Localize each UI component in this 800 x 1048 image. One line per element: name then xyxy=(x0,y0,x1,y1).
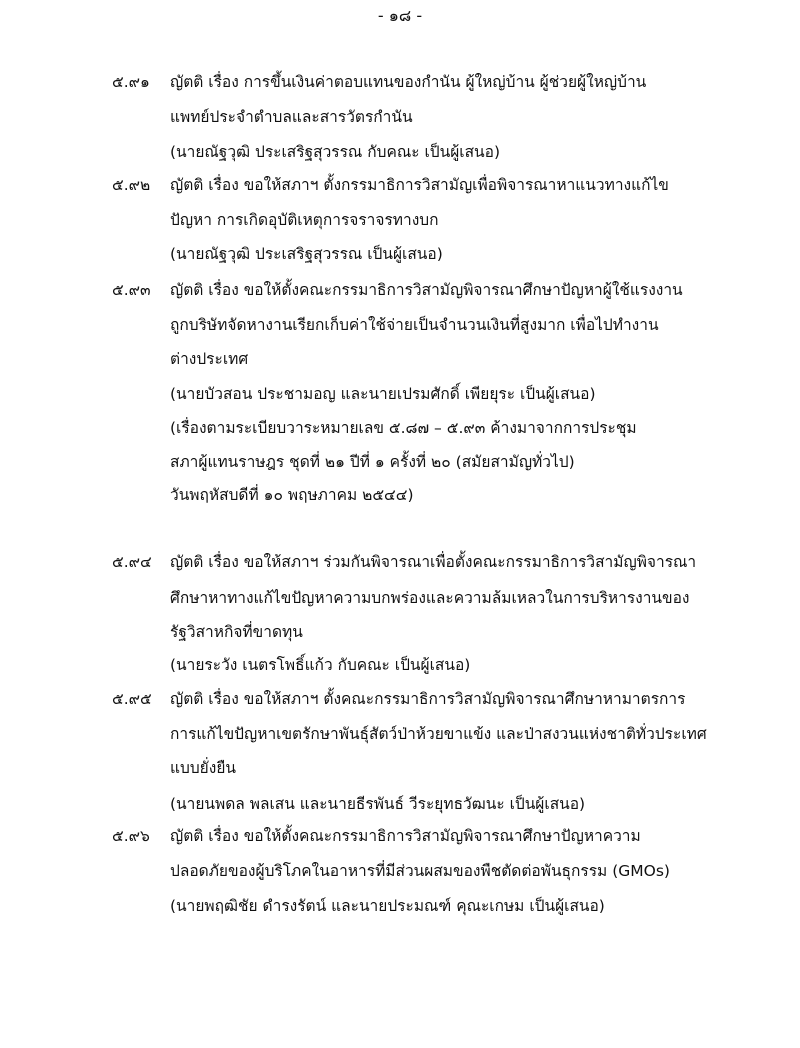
motion-title-line: ต่างประเทศ xyxy=(170,350,249,368)
motion-title-line: ปลอดภัยของผู้บริโภคในอาหารที่มีส่วนผสมของพืชตัดต่อพันธุกรรม (GMOs) xyxy=(170,862,670,880)
motion-title-line: ญัตติ เรื่อง ขอให้สภาฯ ตั้งกรรมาธิการวิสามัญเพื่อพิจารณาหาแนวทางแก้ไข xyxy=(170,176,669,194)
motion-title-line: ปัญหา การเกิดอุบัติเหตุการจราจรทางบก xyxy=(170,211,439,229)
motion-title-line: การแก้ไขปัญหาเขตรักษาพันธุ์สัตว์ป่าห้วยขาแข้ง และป่าสงวนแห่งชาติทั่วประเทศ xyxy=(170,725,707,743)
motion-proposer: (นายบัวสอน ประชามอญ และนายเปรมศักดิ์ เพียยุระ เป็นผู้เสนอ) xyxy=(170,385,596,403)
motion-title-line: ญัตติ เรื่อง ขอให้สภาฯ ร่วมกันพิจารณาเพื่อตั้งคณะกรรมาธิการวิสามัญพิจารณา xyxy=(170,553,697,571)
motion-title-line: ญัตติ เรื่อง ขอให้ตั้งคณะกรรมาธิการวิสามัญพิจารณาศึกษาปัญหาความ xyxy=(170,827,641,845)
motion-number: ๕.๙๖ xyxy=(112,827,150,845)
motion-title-line: แบบยั่งยืน xyxy=(170,759,236,777)
motion-proposer: (นายนพดล พลเสน และนายธีรพันธ์ วีระยุทธวัฒนะ เป็นผู้เสนอ) xyxy=(170,795,586,813)
motion-number: ๕.๙๔ xyxy=(112,553,152,571)
motion-title-line: ถูกบริษัทจัดหางานเรียกเก็บค่าใช้จ่ายเป็นจำนวนเงินที่สูงมาก เพื่อไปทำงาน xyxy=(170,316,659,334)
motion-proposer: (นายพฤฒิชัย ดำรงรัตน์ และนายประมณฑ์ คุณะเกษม เป็นผู้เสนอ) xyxy=(170,897,605,915)
motion-title-line: ญัตติ เรื่อง การขึ้นเงินค่าตอบแทนของกำนัน ผู้ใหญ่บ้าน ผู้ช่วยผู้ใหญ่บ้าน xyxy=(170,73,647,91)
motion-number: ๕.๙๒ xyxy=(112,176,151,194)
motion-note-line: (เรื่องตามระเบียบวาระหมายเลข ๕.๘๗ – ๕.๙๓ ค้างมาจากการประชุม xyxy=(170,419,637,437)
motion-proposer: (นายระวัง เนตรโพธิ์แก้ว กับคณะ เป็นผู้เสนอ) xyxy=(170,656,471,674)
motion-title-line: รัฐวิสาหกิจที่ขาดทุน xyxy=(170,623,303,641)
motion-proposer: (นายณัฐวุฒิ ประเสริฐสุวรรณ กับคณะ เป็นผู้เสนอ) xyxy=(170,143,500,161)
motion-title-line: แพทย์ประจำตำบลและสารวัตรกำนัน xyxy=(170,108,413,126)
motion-title-line: ญัตติ เรื่อง ขอให้สภาฯ ตั้งคณะกรรมาธิการวิสามัญพิจารณาศึกษาหามาตรการ xyxy=(170,690,686,708)
motion-note-line: สภาผู้แทนราษฎร ชุดที่ ๒๑ ปีที่ ๑ ครั้งที่ ๒๐ (สมัยสามัญทั่วไป) xyxy=(170,453,575,471)
motion-note-line: วันพฤหัสบดีที่ ๑๐ พฤษภาคม ๒๕๔๔) xyxy=(170,486,414,504)
motion-number: ๕.๙๓ xyxy=(112,281,151,299)
page-number: - ๑๘ - xyxy=(377,6,423,25)
motion-number: ๕.๙๕ xyxy=(112,690,152,708)
motion-title-line: ญัตติ เรื่อง ขอให้ตั้งคณะกรรมาธิการวิสามัญพิจารณาศึกษาปัญหาผู้ใช้แรงงาน xyxy=(170,281,683,299)
motion-number: ๕.๙๑ xyxy=(112,73,150,91)
motion-proposer: (นายณัฐวุฒิ ประเสริฐสุวรรณ เป็นผู้เสนอ) xyxy=(170,245,443,263)
motion-title-line: ศึกษาหาทางแก้ไขปัญหาความบกพร่องและความล้มเหลวในการบริหารงานของ xyxy=(170,589,690,607)
